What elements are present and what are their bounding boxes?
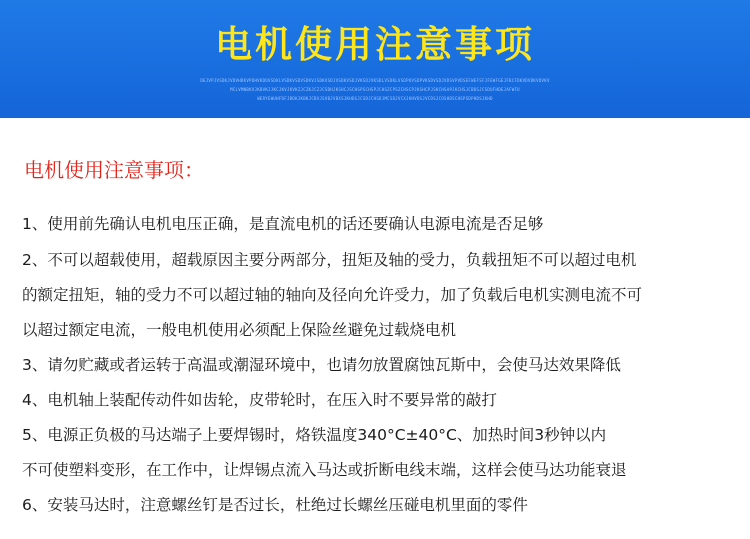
notice-line: 不可使塑料变形，在工作中，让焊锡点流入马达或折断电线末端，这样会使马达功能衰退 <box>22 461 627 479</box>
notice-line: 的额定扭矩，轴的受力不可以超过轴的轴向及径向允许受力，加了负载后电机实测电流不可 <box>22 286 643 304</box>
section-heading: 电机使用注意事项： <box>24 158 204 182</box>
banner-subtitle-line: MCLVMNBKVJKBVKJJKCJKVJKVKZJCZKJCZJCSDHJKSHCJSCHSPSCHSPJCHSZCPSZCHSCPJKSHCPJSKCHSAPJKCHSJCBDSJCSDUFHDEJAFWFU <box>230 87 520 92</box>
header-banner <box>0 0 750 118</box>
notice-line: 2、不可以超载使用，超载原因主要分两部分，扭矩及轴的受力，负载扭矩不可以超过电机 <box>22 251 637 269</box>
notice-line: 1、使用前先确认电机电压正确，是直流电机的话还要确认电源电流是否足够 <box>22 215 544 233</box>
banner-subtitle-line: WERYEWUHFDFJBDKJKBKJCBVJSVBJVBXSJKHDSJCSDJCHSDJMCSDJVCXJKHVDSJVCDSJCOSHDSCHSPSDPHDSJKHD <box>257 96 493 101</box>
notice-line: 4、电机轴上装配传动件如齿轮，皮带轮时，在压入时不要异常的敲打 <box>22 391 497 409</box>
notice-line: 5、电源正负极的马达端子上要焊锡时，烙铁温度340°C±40°C、加热时间3秒钟以内 <box>22 426 607 444</box>
banner-title: 电机使用注意事项 <box>215 23 535 66</box>
notice-line: 3、请勿贮藏或者运转于高温或潮湿环境中，也请勿放置腐蚀瓦斯中，会使马达效果降低 <box>22 356 621 374</box>
notice-line: 以超过额定电流，一般电机使用必须配上保险丝避免过载烧电机 <box>22 321 457 339</box>
banner-subtitle-line: DEJVPJVSDKJVDVHDKVPDHVKDOVSDKLVSDKVSDVSDKVJSDKVSDJVSDKVSDJVKSDJVKSDLVSDKLVSDPKVSDPVKSDVSDJVDSVPVDSEFWEFSFJFEWFGEJFBCFDKVDVDKVDVKV <box>200 78 550 83</box>
notice-line: 6、安装马达时，注意螺丝钉是否过长，杜绝过长螺丝压碰电机里面的零件 <box>22 496 528 514</box>
